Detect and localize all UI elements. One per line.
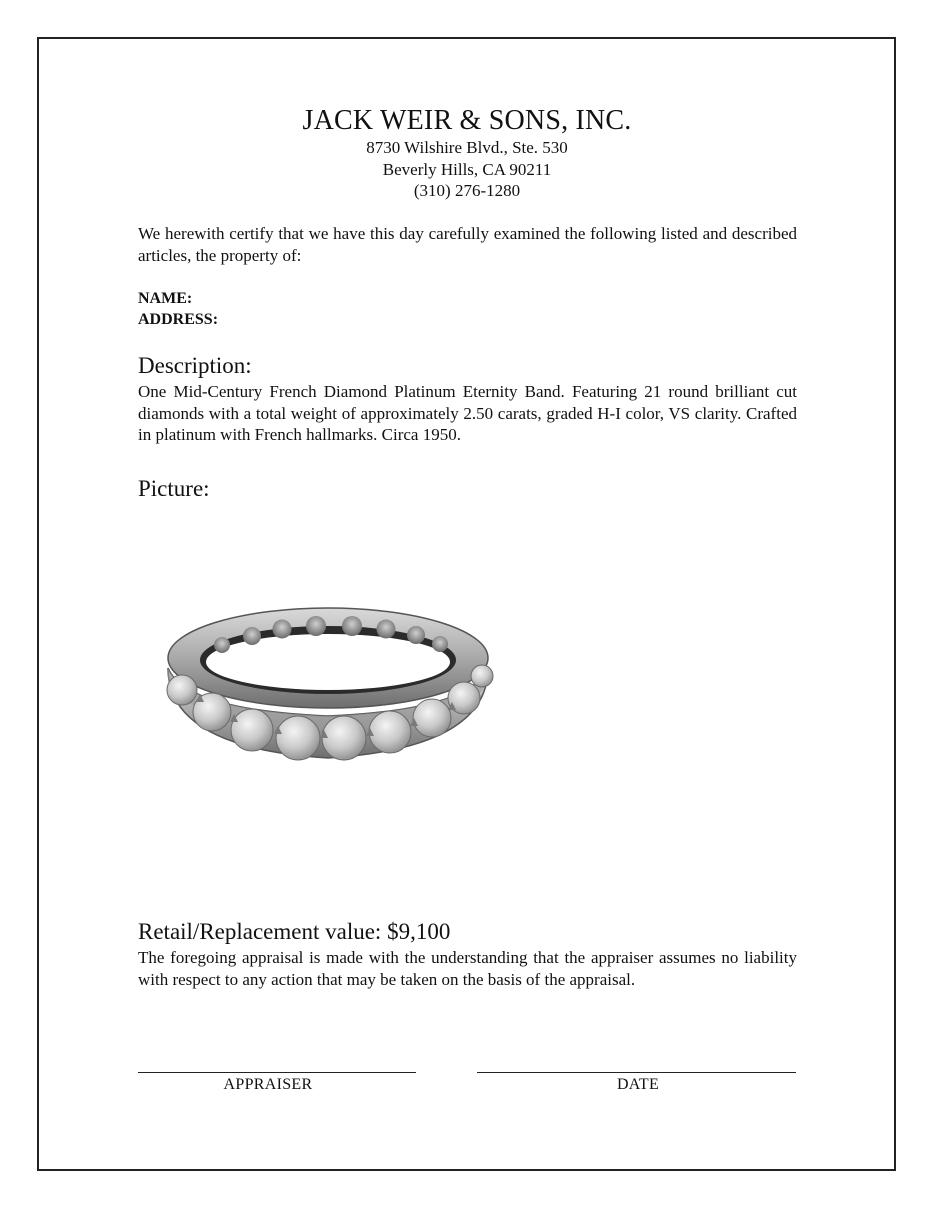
ring-photo [160,598,496,774]
address-label: ADDRESS: [138,311,219,328]
appraiser-label: APPRAISER [223,1076,313,1093]
phone-number: (310) 276-1280 [413,181,521,200]
name-label: NAME: [138,290,193,307]
appraisal-disclaimer: The foregoing appraisal is made with the understanding that the appraiser assumes no liability with respect to any action that may be taken on the basis of the appraisal. [138,948,797,989]
eternity-band-image [160,598,496,774]
description-text: One Mid-Century French Diamond Platinum Eternity Band. Featuring 21 round brilliant cut diamonds with a total weight of approximately 2.50 carats, graded H-I color, VS clarity. Crafted in platinum with French hallmarks. Circa 1950. [138,382,797,444]
date-label: DATE [616,1076,660,1093]
address-line-2: Beverly Hills, CA 90211 [382,160,552,179]
picture-heading: Picture: [138,476,210,501]
description-heading: Description: [138,353,252,378]
date-signature-line [477,1072,796,1073]
company-name: JACK WEIR & SONS, INC. [302,105,632,136]
appraiser-signature-line [138,1072,416,1073]
certification-statement: We herewith certify that we have this day carefully examined the following listed and described articles, the property of: [138,224,797,265]
address-line-1: 8730 Wilshire Blvd., Ste. 530 [366,138,568,157]
valuation-heading: Retail/Replacement value: $9,100 [138,919,451,944]
